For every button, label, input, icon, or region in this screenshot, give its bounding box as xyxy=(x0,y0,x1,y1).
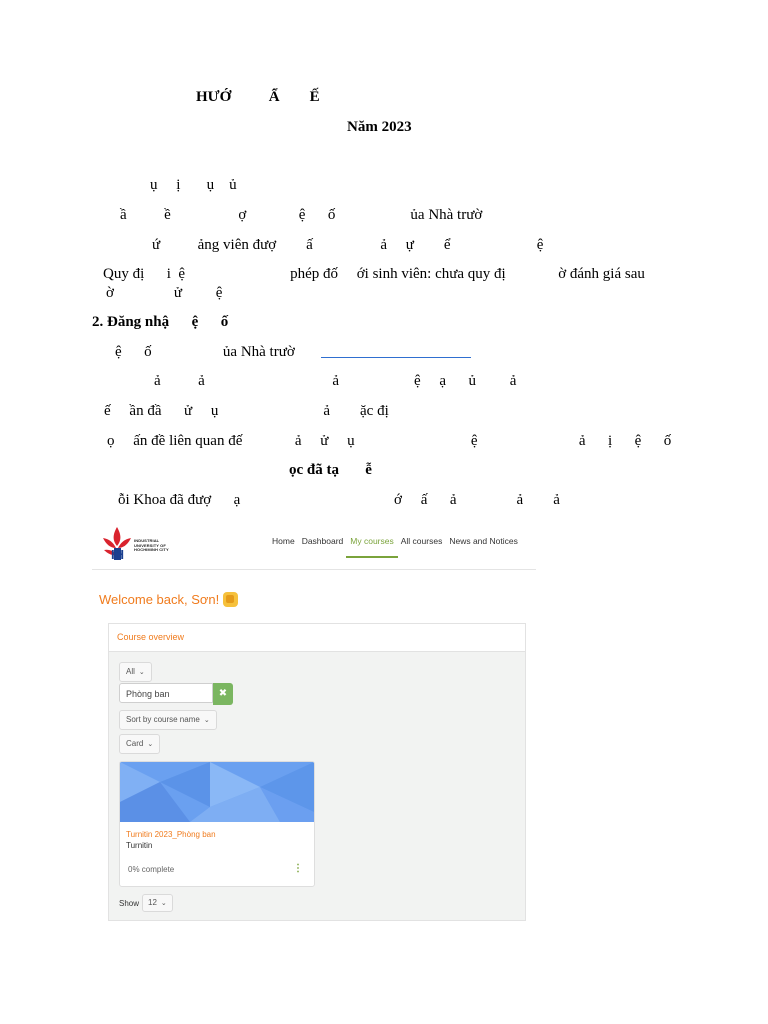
logo-icon xyxy=(100,524,134,562)
clear-search-button[interactable]: ✖ xyxy=(213,683,233,705)
filter-dropdown[interactable] xyxy=(119,662,152,682)
doc-line: ả ả ả ệ ạ ủ ả xyxy=(154,373,517,389)
doc-heading: 2. Đăng nhậ ệ ố xyxy=(92,314,229,330)
sort-dropdown[interactable] xyxy=(119,710,217,730)
course-name-link[interactable]: Turnitin 2023_Phòng ban xyxy=(126,830,216,839)
page-size-value: 12 xyxy=(148,898,157,907)
doc-line: ọc đã tạ ễ xyxy=(289,462,372,478)
page-size-dropdown[interactable] xyxy=(142,894,173,912)
nav-news[interactable]: News and Notices xyxy=(449,536,518,546)
svg-text:IH: IH xyxy=(111,547,124,562)
chevron-down-icon: ⌄ xyxy=(147,741,154,748)
navbar xyxy=(92,517,536,570)
hyperlink-underline[interactable] xyxy=(321,357,471,358)
doc-line: ế ần đầ ử ụ ả ặc đị xyxy=(104,403,389,419)
view-dropdown[interactable] xyxy=(119,734,160,754)
doc-line: ứ ảng viên đượ ấ ả ự ể ệ xyxy=(152,237,544,253)
chevron-down-icon: ⌄ xyxy=(203,717,210,724)
doc-line: ầ ề ợ ệ ố ủa Nhà trườ xyxy=(120,207,483,223)
search-input[interactable]: Phòng ban xyxy=(119,683,213,703)
panel-title: Course overview xyxy=(117,632,185,642)
show-label: Show xyxy=(119,899,140,908)
chevron-down-icon: ⌄ xyxy=(138,669,145,676)
course-image[interactable] xyxy=(120,762,314,822)
lms-screenshot xyxy=(92,517,538,927)
doc-line: ệ ố ủa Nhà trườ xyxy=(115,344,295,360)
wave-hand-icon xyxy=(223,592,238,607)
doc-line: ờ ử ệ xyxy=(106,285,223,301)
nav-my-courses[interactable]: My courses xyxy=(350,536,394,546)
view-label: Card xyxy=(126,739,144,748)
doc-line: ọ ấn đề liên quan đế ả ử ụ ệ ả ị ệ ố xyxy=(107,433,672,449)
chevron-down-icon: ⌄ xyxy=(160,900,167,907)
nav-dashboard[interactable]: Dashboard xyxy=(301,536,344,546)
university-logo[interactable] xyxy=(100,524,200,564)
course-overview-panel xyxy=(108,623,526,921)
doc-subtitle: Năm 2023 xyxy=(347,119,412,135)
nav-menu xyxy=(272,536,518,546)
doc-line: ỗi Khoa đã đượ ạ ớ ấ ả ả ả xyxy=(118,492,560,508)
doc-line: Quy đị i ệ phép đố ới sinh viên: chưa quy đị ờ đánh giá sau xyxy=(103,266,645,282)
course-card[interactable] xyxy=(119,761,315,887)
course-pattern-image xyxy=(120,762,314,822)
logo-text: INDUSTRIAL UNIVERSITY OF HOCHIMINH CITY xyxy=(134,538,169,552)
course-actions-menu-icon[interactable]: ⋮ xyxy=(293,863,303,874)
sort-label: Sort by course name xyxy=(126,715,200,724)
course-progress: 0% complete xyxy=(128,865,175,874)
welcome-heading xyxy=(99,592,238,607)
doc-line: ụ ị ụ ủ xyxy=(150,177,237,193)
filter-label: All xyxy=(126,667,135,676)
course-category: Turnitin xyxy=(126,841,153,850)
nav-all-courses[interactable]: All courses xyxy=(400,536,443,546)
panel-header xyxy=(109,624,525,652)
doc-title: HƯỚ Ẩ Ế xyxy=(196,89,320,105)
nav-home[interactable]: Home xyxy=(272,536,295,546)
welcome-text: Welcome back, Sơn! xyxy=(99,592,220,607)
